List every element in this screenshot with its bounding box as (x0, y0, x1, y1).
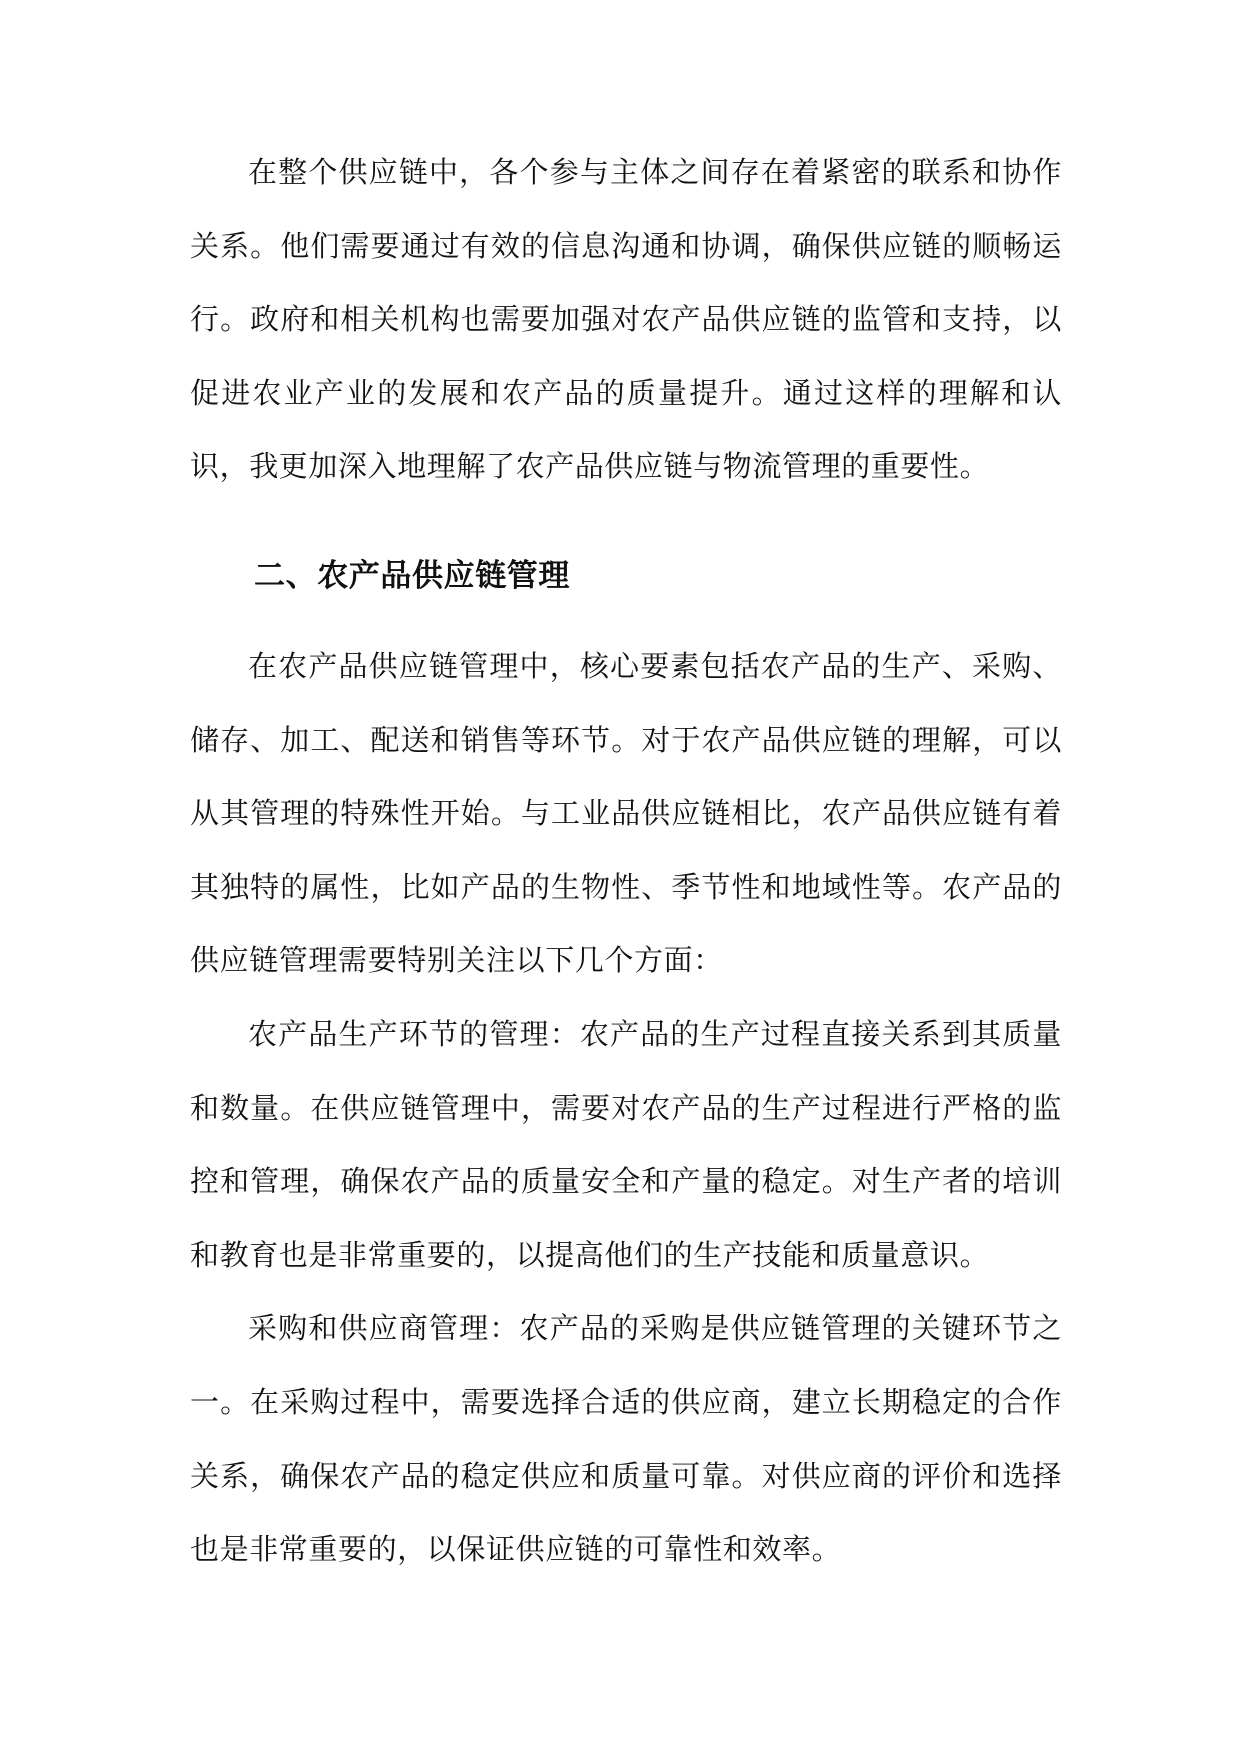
section-heading: 二、农产品供应链管理 (254, 557, 570, 594)
paragraph-procurement-supplier: 采购和供应商管理：农产品的采购是供应链管理的关键环节之一。在采购过程中，需要选择合适的供应商，建立长期稳定的合作关系，确保农产品的稳定供应和质量可靠。对供应商的评价和选择也是非常重要的，以保证供应链的可靠性和效率。 (190, 1311, 1062, 1567)
paragraph-production-management: 农产品生产环节的管理：农产品的生产过程直接关系到其质量和数量。在供应链管理中，需要对农产品的生产过程进行严格的监控和管理，确保农产品的质量安全和产量的稳定。对生产者的培训和教育也是非常重要的，以提高他们的生产技能和质量意识。 (190, 1016, 1062, 1272)
paragraph-core-elements: 在农产品供应链管理中，核心要素包括农产品的生产、采购、储存、加工、配送和销售等环节。对于农产品供应链的理解，可以从其管理的特殊性开始。与工业品供应链相比，农产品供应链有着其独特的属性，比如产品的生物性、季节性和地域性等。农产品的供应链管理需要特别关注以下几个方面： (190, 648, 1062, 978)
document-body (190, 136, 1062, 1587)
paragraph-supply-chain-collaboration: 在整个供应链中，各个参与主体之间存在着紧密的联系和协作关系。他们需要通过有效的信息沟通和协调，确保供应链的顺畅运行。政府和相关机构也需要加强对农产品供应链的监管和支持，以促进农业产业的发展和农产品的质量提升。通过这样的理解和认识，我更加深入地理解了农产品供应链与物流管理的重要性。 (190, 155, 1062, 484)
